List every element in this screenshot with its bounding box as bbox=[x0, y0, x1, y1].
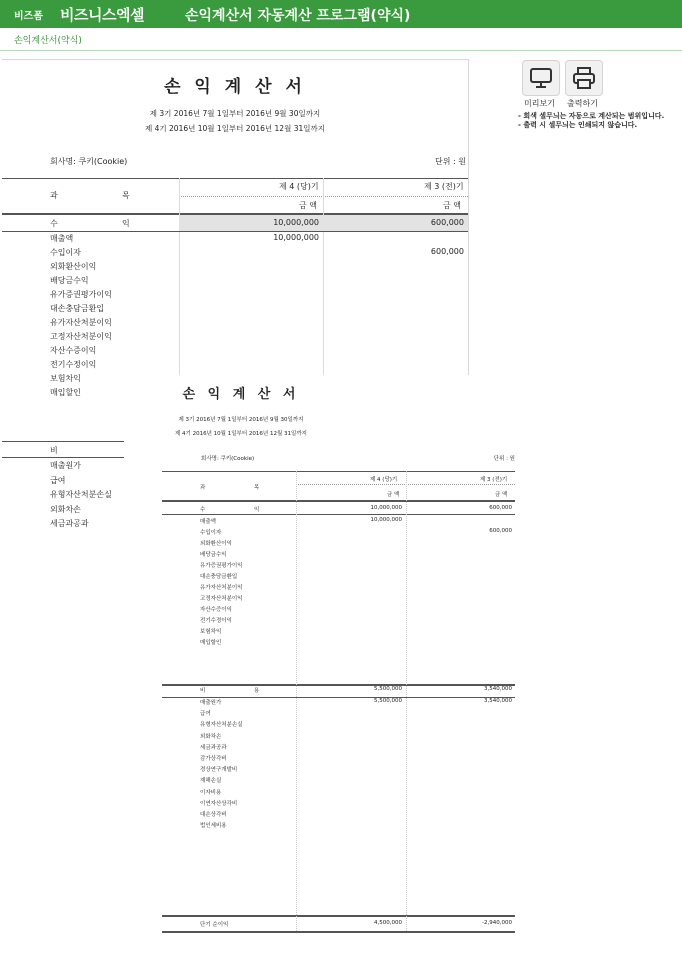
preview-income-item: 유가증권평가이익 bbox=[200, 563, 243, 569]
preview-col-item-right: 목 bbox=[254, 485, 260, 491]
income-item-label: 유가자산처분이익 bbox=[50, 318, 112, 327]
preview-col-item-left: 과 bbox=[200, 485, 206, 491]
income-item-label: 수입이자 bbox=[50, 248, 81, 257]
preview-income-previous: 600,000 bbox=[489, 505, 512, 511]
preview-expense-current: 5,500,000 bbox=[374, 686, 402, 692]
preview-company: 회사명: 쿠키(Cookie) bbox=[201, 456, 255, 462]
preview-unit: 단위 : 원 bbox=[493, 456, 515, 462]
app-header bbox=[0, 0, 682, 28]
preview-income-item: 고정자산처분이익 bbox=[200, 596, 243, 602]
preview-income-left: 수 bbox=[200, 507, 206, 513]
preview-income-border bbox=[162, 514, 515, 515]
income-label-right: 익 bbox=[122, 219, 130, 228]
col-divider-2 bbox=[323, 178, 324, 400]
col-current-amount: 금 액 bbox=[299, 201, 317, 210]
company-name: 회사명: 쿠키(Cookie) bbox=[50, 157, 128, 166]
preview-expense-item: 매출원가 bbox=[200, 700, 222, 706]
preview-income-item: 매출액 bbox=[200, 519, 216, 525]
expense-item-label: 세금과공과 bbox=[50, 519, 89, 528]
income-label-left: 수 bbox=[50, 219, 58, 228]
brand-small-logo: 비즈폼 bbox=[14, 11, 43, 22]
preview-income-item: 외화환산이익 bbox=[200, 541, 232, 547]
preview-expense-item: 재해손실 bbox=[200, 778, 222, 785]
income-statement-sheet bbox=[2, 59, 469, 400]
expense-top-border bbox=[2, 441, 124, 442]
preview-expense-item: 급여 bbox=[200, 711, 211, 718]
col-item-left: 과 bbox=[50, 191, 58, 200]
preview-col-previous: 제 3 (전)기 bbox=[480, 477, 508, 483]
report-period-2: 제 4기 2016년 10월 1일부터 2016년 12월 31일까지 bbox=[145, 124, 325, 133]
preview-income-item: 자산수증이익 bbox=[200, 607, 232, 613]
preview-income-item: 보험차익 bbox=[200, 629, 222, 635]
preview-income-item: 배당금수익 bbox=[200, 552, 227, 558]
preview-col-current-amount: 금 액 bbox=[387, 492, 400, 498]
preview-expense-item: 법인세비용 bbox=[200, 823, 227, 830]
preview-income-item: 전기수정이익 bbox=[200, 618, 232, 624]
preview-period-1: 제 3기 2016년 7월 1일부터 2016년 9월 30일까지 bbox=[178, 417, 304, 423]
preview-col-current: 제 4 (당)기 bbox=[370, 477, 398, 483]
preview-label[interactable]: 미리보기 bbox=[524, 99, 555, 108]
income-item-label: 매입할인 bbox=[50, 388, 81, 397]
income-item-label: 보험차익 bbox=[50, 374, 81, 383]
preview-net-current: 4,500,000 bbox=[374, 920, 402, 926]
income-item-label: 외화환산이익 bbox=[50, 262, 97, 271]
preview-income-item-current: 10,000,000 bbox=[370, 517, 402, 523]
preview-expense-item: 이자비용 bbox=[200, 789, 222, 796]
expense-item-label: 유형자산처분손실 bbox=[50, 490, 112, 499]
printer-icon bbox=[571, 65, 597, 91]
income-item-previous[interactable]: 600,000 bbox=[430, 247, 464, 256]
preview-net-top bbox=[162, 915, 515, 917]
preview-income-item: 매입할인 bbox=[200, 640, 222, 646]
preview-expense-item: 유형자산처분손실 bbox=[200, 722, 243, 729]
income-item-label: 배당금수익 bbox=[50, 276, 89, 285]
sheet-tab-bar bbox=[0, 28, 682, 51]
preview-expense-item: 대손상각비 bbox=[200, 812, 227, 818]
col-item-right: 목 bbox=[122, 191, 130, 200]
sheet-tab-income-statement[interactable]: 손익계산서(약식) bbox=[14, 36, 82, 46]
preview-expense-item: 세금과공과 bbox=[200, 744, 227, 751]
expense-item-label: 매출원가 bbox=[50, 461, 81, 470]
preview-income-item: 대손충담금환입 bbox=[200, 574, 238, 580]
col-divider-1 bbox=[179, 178, 180, 400]
preview-expense-right: 용 bbox=[254, 688, 260, 694]
preview-expense-item: 외화차손 bbox=[200, 733, 222, 740]
monitor-icon bbox=[528, 65, 554, 91]
col-previous-amount: 금 액 bbox=[443, 201, 461, 210]
income-item-label: 대손충담금환입 bbox=[50, 304, 105, 313]
note-print: - 출력 시 셀무늬는 인쇄되지 않습니다. bbox=[518, 121, 638, 129]
expense-label-left: 비 bbox=[50, 446, 58, 455]
print-preview-panel[interactable] bbox=[124, 375, 527, 962]
income-item-label: 전기수정이익 bbox=[50, 360, 97, 369]
report-title: 손 익 계 산 서 bbox=[164, 77, 306, 97]
preview-income-item: 수입이자 bbox=[200, 530, 222, 536]
preview-income-item-previous: 600,000 bbox=[489, 528, 512, 534]
preview-income-right: 익 bbox=[254, 507, 260, 513]
income-item-label: 매출액 bbox=[50, 234, 74, 243]
preview-title: 손 익 계 산 서 bbox=[182, 387, 300, 402]
preview-expense-left: 비 bbox=[200, 688, 206, 694]
print-label[interactable]: 출력하기 bbox=[567, 99, 598, 108]
report-period-1: 제 3기 2016년 7월 1일부터 2016년 9월 30일까지 bbox=[149, 109, 321, 118]
header-top-border bbox=[2, 178, 468, 179]
col-previous-period: 제 3 (전)기 bbox=[424, 182, 464, 191]
preview-net-bottom bbox=[162, 931, 515, 933]
preview-expense-previous: 3,540,000 bbox=[484, 686, 512, 692]
preview-expense-item: 이연자산상각비 bbox=[200, 800, 238, 807]
preview-period-2: 제 4기 2016년 10월 1일부터 2016년 12월 31일까지 bbox=[175, 431, 307, 437]
expense-header-border bbox=[2, 457, 124, 458]
income-item-label: 자산수증이익 bbox=[50, 346, 97, 355]
income-item-label: 유가증권평가이익 bbox=[50, 290, 112, 299]
app-title: 손익계산서 자동계산 프로그램(약식) bbox=[185, 8, 411, 24]
preview-income-current: 10,000,000 bbox=[370, 505, 402, 511]
income-item-label: 고정자산처분이익 bbox=[50, 332, 112, 341]
preview-expense-item-current: 5,500,000 bbox=[374, 698, 402, 704]
note-gray-cells: - 회색 셀무늬는 자동으로 계산되는 범위입니다. bbox=[518, 112, 665, 120]
notes bbox=[518, 112, 664, 130]
preview-net-previous: -2,940,000 bbox=[482, 920, 512, 926]
preview-expense-item: 경상연구개발비 bbox=[200, 767, 238, 774]
col-current-period: 제 4 (당)기 bbox=[279, 182, 319, 191]
print-button[interactable] bbox=[565, 60, 603, 96]
preview-button[interactable] bbox=[522, 60, 560, 96]
expense-item-label: 급여 bbox=[50, 475, 66, 485]
preview-net-label: 단기 순이익 bbox=[200, 922, 229, 928]
preview-header-bottom bbox=[162, 500, 515, 502]
income-total-border bbox=[2, 231, 468, 232]
preview-income-item: 유가자산처분이익 bbox=[200, 585, 243, 591]
brand-logo: 비즈니스엑셀 bbox=[60, 6, 144, 24]
preview-header-top bbox=[162, 471, 515, 472]
preview-expense-item-previous: 3,540,000 bbox=[484, 698, 512, 704]
income-item-current[interactable]: 10,000,000 bbox=[273, 233, 319, 242]
preview-expense-item: 감가상각비 bbox=[200, 756, 227, 762]
unit-label: 단위 : 원 bbox=[435, 157, 466, 166]
income-total-current[interactable]: 10,000,000 bbox=[273, 218, 319, 227]
expense-item-label: 외화차손 bbox=[50, 504, 81, 514]
income-total-previous[interactable]: 600,000 bbox=[430, 218, 464, 227]
preview-col-previous-amount: 금 액 bbox=[495, 492, 508, 498]
